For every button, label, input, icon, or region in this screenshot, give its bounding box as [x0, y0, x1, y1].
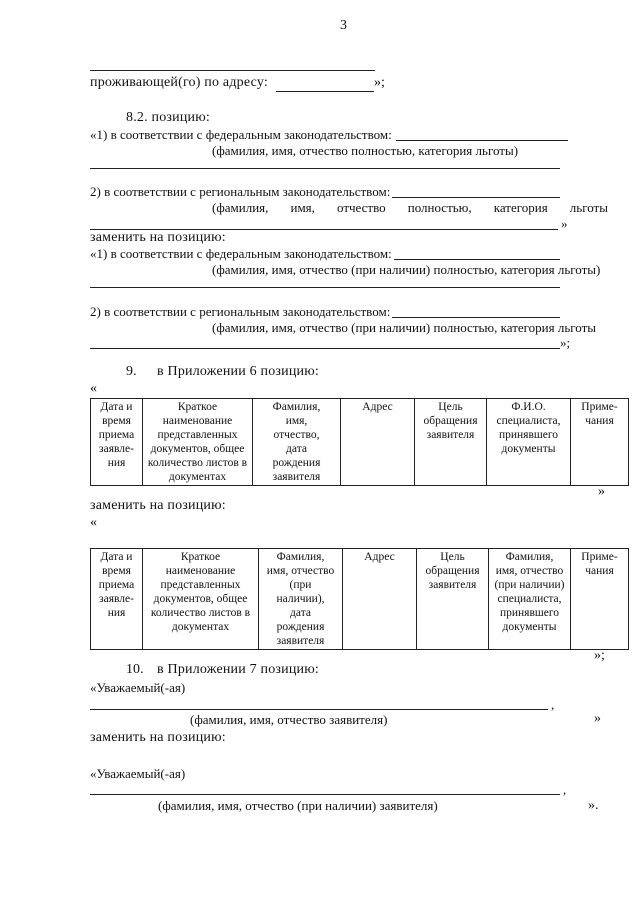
table-header-cell: Адрес: [343, 549, 417, 650]
regional-caption: [212, 200, 608, 216]
table-header-cell: Ф.И.О. специалиста, принявшего документы: [487, 399, 571, 486]
regional-full-line-new: [90, 348, 560, 349]
greeting-old-line: [90, 709, 548, 710]
table-appendix6-old: [90, 398, 629, 486]
section-10-number: 10.: [126, 662, 144, 677]
greeting-new: «Уважаемый(-ая): [90, 766, 186, 781]
regional-caption-word: категория: [493, 200, 548, 215]
regional-caption-word: льготы: [569, 200, 608, 215]
regional-caption-word: имя,: [290, 200, 315, 215]
regional-close-quote-new: »;: [560, 335, 571, 350]
address-label: проживающей(го) по адресу:: [90, 75, 268, 90]
table-row: [91, 549, 629, 650]
federal-law-label: «1) в соответствии с федеральным законодательством:: [90, 127, 392, 142]
regional-caption-word: полностью,: [407, 200, 472, 215]
table-header-cell: Фамилия, имя, отчество (при наличии) специалиста, принявшего документы: [489, 549, 571, 650]
section-9-number: 9.: [126, 364, 137, 379]
table1-close-quote: »: [598, 484, 605, 499]
regional-blank-new: [392, 317, 560, 318]
federal-law-label-new: «1) в соответствии с федеральным законодательством:: [90, 246, 392, 261]
table-header-cell: Адрес: [341, 399, 415, 486]
greeting-old-close-quote: »: [594, 711, 601, 726]
signature-underline: [90, 70, 375, 71]
address-end-quote: »;: [374, 75, 385, 90]
table-header-cell: Цель обращения заявителя: [415, 399, 487, 486]
table-header-cell: Краткое наименование представленных документов, общее количество листов в документах: [143, 399, 253, 486]
regional-blank: [392, 197, 560, 198]
replace-label-8-2: заменить на позицию:: [90, 230, 226, 245]
federal-full-line: [90, 168, 560, 169]
regional-caption-new: (фамилия, имя, отчество (при наличии) полностью, категория льготы: [212, 320, 597, 335]
greeting-new-comma: ,: [563, 782, 567, 797]
regional-law-label: 2) в соответствии с региональным законодательством:: [90, 184, 391, 199]
table-row: [91, 399, 629, 486]
section-8-2-heading: 8.2. позицию:: [126, 110, 210, 125]
regional-caption-word: (фамилия,: [212, 200, 269, 215]
table1-open-quote: «: [90, 381, 97, 396]
address-blank: [276, 91, 374, 92]
table-header-cell: Приме- чания: [571, 549, 629, 650]
regional-law-label-new: 2) в соответствии с региональным законодательством:: [90, 304, 391, 319]
greeting-old: «Уважаемый(-ая): [90, 680, 186, 695]
federal-full-line-new: [90, 287, 560, 288]
table-header-cell: Краткое наименование представленных документов, общее количество листов в документах: [143, 549, 259, 650]
table2-close-quote: »;: [594, 648, 605, 663]
table-header-cell: Цель обращения заявителя: [417, 549, 489, 650]
federal-caption: (фамилия, имя, отчество полностью, категория льготы): [212, 143, 519, 158]
regional-caption-word: отчество: [337, 200, 386, 215]
table-header-cell: Фамилия, имя, отчество (при наличии), дата рождения заявителя: [259, 549, 343, 650]
greeting-new-caption: (фамилия, имя, отчество (при наличии) заявителя): [158, 798, 438, 813]
replace-label-9: заменить на позицию:: [90, 498, 226, 513]
regional-close-quote: »: [561, 216, 568, 231]
federal-blank: [396, 140, 568, 141]
federal-blank-new: [394, 259, 560, 260]
federal-caption-new: (фамилия, имя, отчество (при наличии) полностью, категория льготы): [212, 262, 601, 277]
table-header-cell: Фамилия, имя, отчество, дата рождения заявителя: [253, 399, 341, 486]
replace-label-10: заменить на позицию:: [90, 730, 226, 745]
greeting-old-caption: (фамилия, имя, отчество заявителя): [190, 712, 388, 727]
greeting-new-line: [90, 794, 560, 795]
table2-open-quote: «: [90, 515, 97, 530]
table-appendix6-new: [90, 548, 629, 650]
table-header-cell: Приме- чания: [571, 399, 629, 486]
greeting-old-comma: ,: [551, 697, 555, 712]
greeting-new-close-quote: ».: [588, 798, 599, 813]
section-10-heading: в Приложении 7 позицию:: [157, 662, 319, 677]
table-header-cell: Дата и время приема заявле- ния: [91, 399, 143, 486]
table-header-cell: Дата и время приема заявле- ния: [91, 549, 143, 650]
section-9-heading: в Приложении 6 позицию:: [157, 364, 319, 379]
page-number: 3: [340, 18, 347, 33]
